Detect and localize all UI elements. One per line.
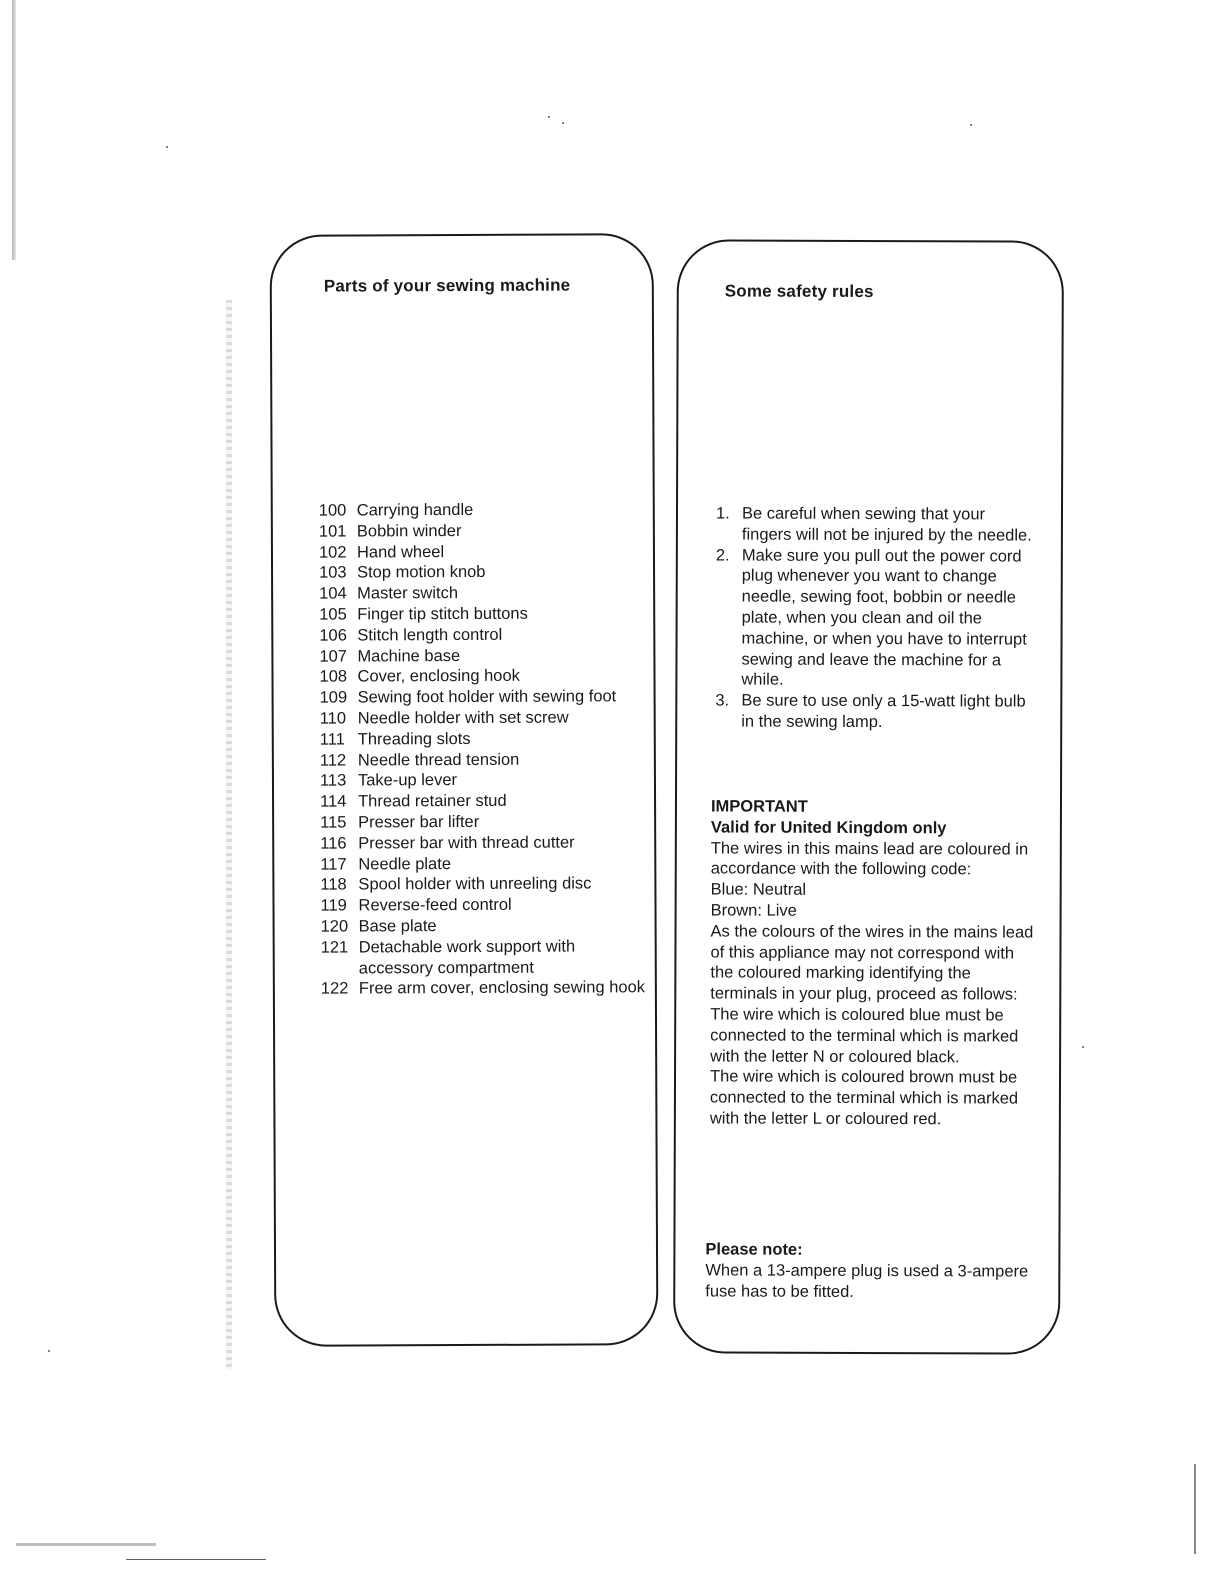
scan-speck: [1082, 1046, 1084, 1048]
note-heading: Please note:: [705, 1240, 803, 1259]
part-label: Needle plate: [358, 854, 452, 874]
part-item: [321, 915, 651, 937]
part-number: 111: [319, 730, 345, 749]
part-number: 108: [319, 667, 348, 687]
part-label: Base plate: [358, 917, 437, 936]
part-item: [320, 874, 650, 896]
part-number: 114: [320, 792, 347, 811]
safety-rules-list: [715, 503, 1036, 733]
part-item: [319, 541, 649, 563]
scan-speck: [548, 116, 550, 118]
part-number: 104: [319, 584, 347, 603]
scan-blue-line: [126, 1559, 266, 1560]
part-label: Thread retainer stud: [358, 791, 507, 811]
part-number: 116: [320, 834, 347, 853]
part-item: [320, 728, 650, 750]
scan-speck: [48, 1350, 50, 1352]
part-number: 119: [320, 896, 347, 915]
part-number: 103: [319, 563, 347, 583]
important-body-1: As the colours of the wires in the mains lead of this appliance may not correspond with the coloured marking identifying the terminals in your plug, proceed as follows: The wire which is coloured blue must be connected to the terminal which is marked with the letter N or coloured black.: [710, 922, 1034, 1066]
rule-number: 2.: [715, 546, 730, 565]
scan-edge-mark: [12, 0, 16, 260]
note-text: When a 13-ampere plug is used a 3-ampere fuse has to be fitted.: [705, 1261, 1029, 1301]
part-label: Cover, enclosing hook: [357, 667, 520, 686]
part-number: 122: [320, 979, 349, 998]
parts-panel: [270, 233, 659, 1347]
part-item: [320, 770, 650, 792]
part-item: [320, 686, 650, 708]
part-number: 115: [320, 813, 347, 832]
scan-bottom-mark: [16, 1543, 156, 1546]
scan-speck: [562, 122, 564, 124]
part-label: Reverse-feed control: [358, 895, 512, 915]
part-item: [319, 520, 649, 542]
part-number: 106: [319, 626, 347, 645]
part-item: [320, 853, 650, 875]
part-label: Stitch length control: [357, 625, 503, 645]
part-number: 120: [320, 917, 349, 936]
part-number: 100: [318, 501, 347, 520]
part-label: Free arm cover, enclosing sewing hook: [358, 978, 646, 998]
part-label: Master switch: [357, 584, 459, 603]
part-number: 110: [319, 709, 347, 728]
part-label: Take-up lever: [357, 771, 458, 790]
part-number: 102: [318, 543, 347, 562]
rule-number: 1.: [715, 504, 730, 523]
scan-speck: [166, 146, 168, 148]
part-label: Sewing foot holder with sewing foot: [357, 687, 617, 707]
part-label: Threading slots: [357, 729, 471, 749]
part-item: [320, 832, 650, 854]
important-section: [710, 796, 1041, 1130]
rule-text: Make sure you pull out the power cord plug whenever you want to change needle, sewing foot, bobbin or needle plate, when you clean and oil the machine, or when you have to interrupt sewing and leave the machine for a while.: [741, 546, 1027, 690]
part-item: [320, 707, 650, 729]
safety-panel: [673, 239, 1064, 1354]
part-label: Stop motion knob: [357, 563, 486, 582]
part-label: Carrying handle: [356, 500, 474, 520]
part-number: 113: [319, 771, 347, 790]
part-label: Presser bar with thread cutter: [358, 833, 575, 853]
safety-rule-item: [716, 503, 1036, 546]
scan-right-mark: [1194, 1464, 1196, 1554]
safety-panel-title: Some safety rules: [724, 281, 874, 302]
part-label: Detachable work support with accessory compartment: [358, 937, 576, 977]
scan-speck: [970, 124, 972, 126]
part-label: Spool holder with unreeling disc: [358, 874, 592, 894]
parts-list: [319, 499, 651, 1000]
part-item: [320, 811, 650, 833]
rule-number: 3.: [715, 691, 730, 710]
important-heading: IMPORTANT: [710, 797, 808, 816]
rule-text: Be sure to use only a 15-watt light bulb in the sewing lamp.: [741, 691, 1026, 732]
note-section: [705, 1239, 1035, 1303]
part-label: Needle holder with set screw: [357, 708, 569, 728]
important-subheading: Valid for United Kingdom only: [710, 818, 947, 838]
parts-panel-title: Parts of your sewing machine: [323, 275, 571, 296]
scan-binding-shadow: [226, 300, 232, 1370]
part-item: [320, 894, 650, 916]
part-item: [320, 790, 650, 812]
part-item: [319, 582, 649, 604]
part-item: [319, 645, 649, 667]
part-number: 109: [319, 688, 348, 707]
wire-code-brown: Brown: Live: [710, 901, 797, 920]
part-item: [319, 624, 649, 646]
part-item: [320, 749, 650, 771]
important-intro: The wires in this mains lead are coloured in accordance with the following code:: [710, 839, 1029, 879]
part-number: 107: [319, 647, 347, 666]
part-label: Needle thread tension: [357, 750, 520, 770]
part-number: 121: [320, 938, 349, 957]
part-item: [319, 562, 649, 584]
part-label: Hand wheel: [356, 542, 445, 562]
part-item: [319, 603, 649, 625]
rule-text: Be careful when sewing that your fingers will not be injured by the needle.: [741, 504, 1032, 545]
part-number: 117: [320, 855, 347, 874]
part-item: [321, 978, 651, 1000]
part-item: [319, 499, 649, 521]
safety-rule-item: [715, 691, 1035, 734]
part-label: Bobbin winder: [356, 521, 462, 541]
part-number: 105: [319, 605, 347, 624]
part-number: 118: [320, 875, 347, 894]
part-item: [319, 666, 649, 688]
part-item: [321, 936, 651, 979]
part-number: 101: [318, 522, 347, 541]
important-body-2: The wire which is coloured brown must be connected to the terminal which is marked with the letter L or coloured red.: [709, 1067, 1019, 1129]
part-label: Machine base: [357, 646, 461, 666]
wire-code-blue: Blue: Neutral: [710, 880, 807, 899]
part-number: 112: [319, 751, 347, 770]
safety-rule-item: [715, 545, 1036, 692]
part-label: Presser bar lifter: [358, 812, 480, 832]
part-label: Finger tip stitch buttons: [357, 604, 528, 624]
